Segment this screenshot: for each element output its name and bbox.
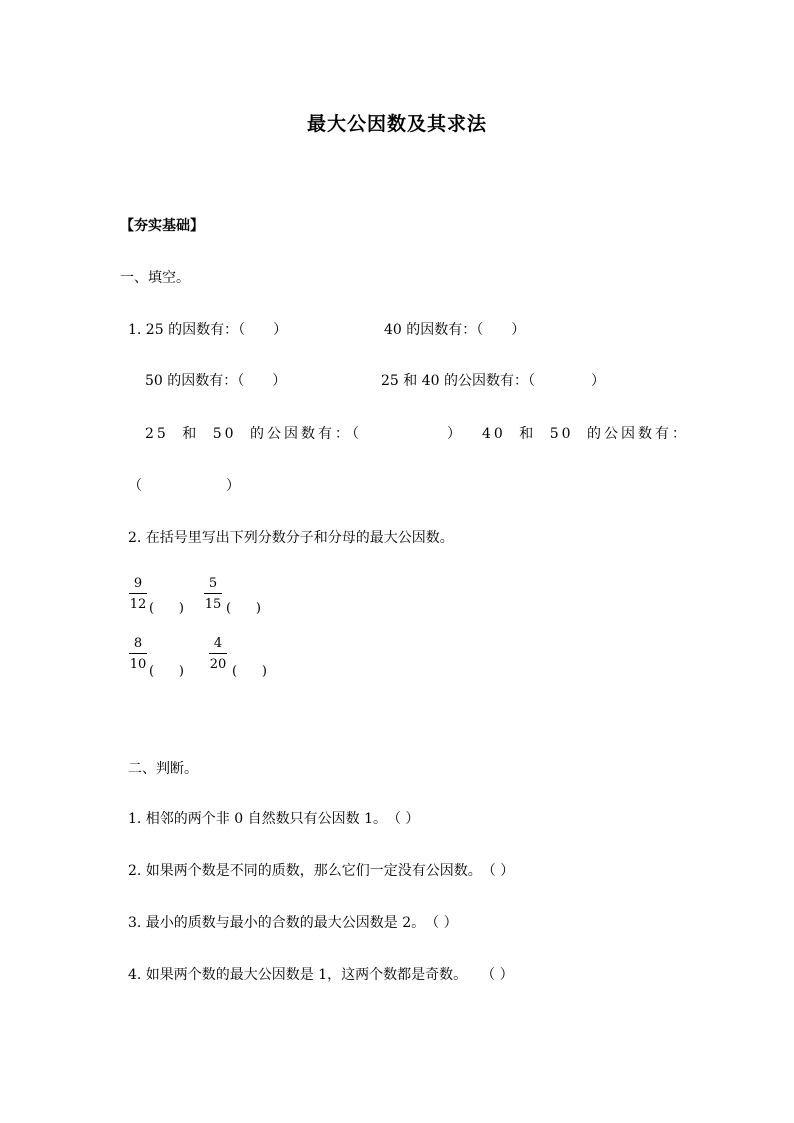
- q1-line-b: 40 的因数有：（ ）: [384, 322, 526, 338]
- fraction-4-denominator: 20: [209, 657, 227, 672]
- fraction-1: [129, 577, 147, 611]
- q1-line-e: 25 和 50 的公因数有：（ ）: [145, 426, 464, 442]
- judge-item-1: 1. 相邻的两个非 0 自然数只有公因数 1。 （ ）: [128, 811, 420, 827]
- judge-item-2: 2. 如果两个数是不同的质数，那么它们一定没有公因数。 （ ）: [128, 863, 515, 879]
- fraction-4-numerator: 4: [209, 637, 227, 654]
- judge-item-4: 4. 如果两个数的最大公因数是 1，这两个数都是奇数。 （ ）: [128, 967, 514, 983]
- fraction-3: [129, 637, 147, 671]
- part2-title: 二、判断。: [128, 761, 198, 777]
- q1-line-f: 40 和 50 的公因数有：: [482, 426, 689, 442]
- fraction-2-numerator: 5: [204, 577, 222, 594]
- fraction-2-blank: ( ): [226, 601, 261, 616]
- judge-item-3: 3. 最小的质数与最小的合数的最大公因数是 2。 （ ）: [128, 915, 458, 931]
- fraction-1-blank: ( ): [149, 601, 184, 616]
- fraction-4-blank: ( ): [232, 664, 267, 679]
- q1-line-a: 1. 25 的因数有：（ ）: [128, 322, 288, 338]
- fraction-1-denominator: 12: [129, 597, 147, 612]
- q1-line-d: 25 和 40 的公因数有：（ ）: [381, 373, 605, 389]
- q2-prompt: 2. 在括号里写出下列分数分子和分母的最大公因数。: [128, 530, 454, 546]
- fraction-2: [204, 577, 222, 611]
- section-heading: 【夯实基础】: [120, 218, 204, 234]
- fraction-3-blank: ( ): [149, 664, 184, 679]
- fraction-3-numerator: 8: [129, 637, 147, 654]
- fraction-1-numerator: 9: [129, 577, 147, 594]
- q1-line-c: 50 的因数有：（ ）: [145, 373, 287, 389]
- fraction-4: [209, 637, 227, 671]
- fraction-3-denominator: 10: [129, 657, 147, 672]
- page-title: 最大公因数及其求法: [306, 113, 487, 135]
- part1-title: 一、填空。: [120, 270, 190, 286]
- fraction-2-denominator: 15: [204, 597, 222, 612]
- q1-line-f-cont: （ ）: [128, 478, 240, 494]
